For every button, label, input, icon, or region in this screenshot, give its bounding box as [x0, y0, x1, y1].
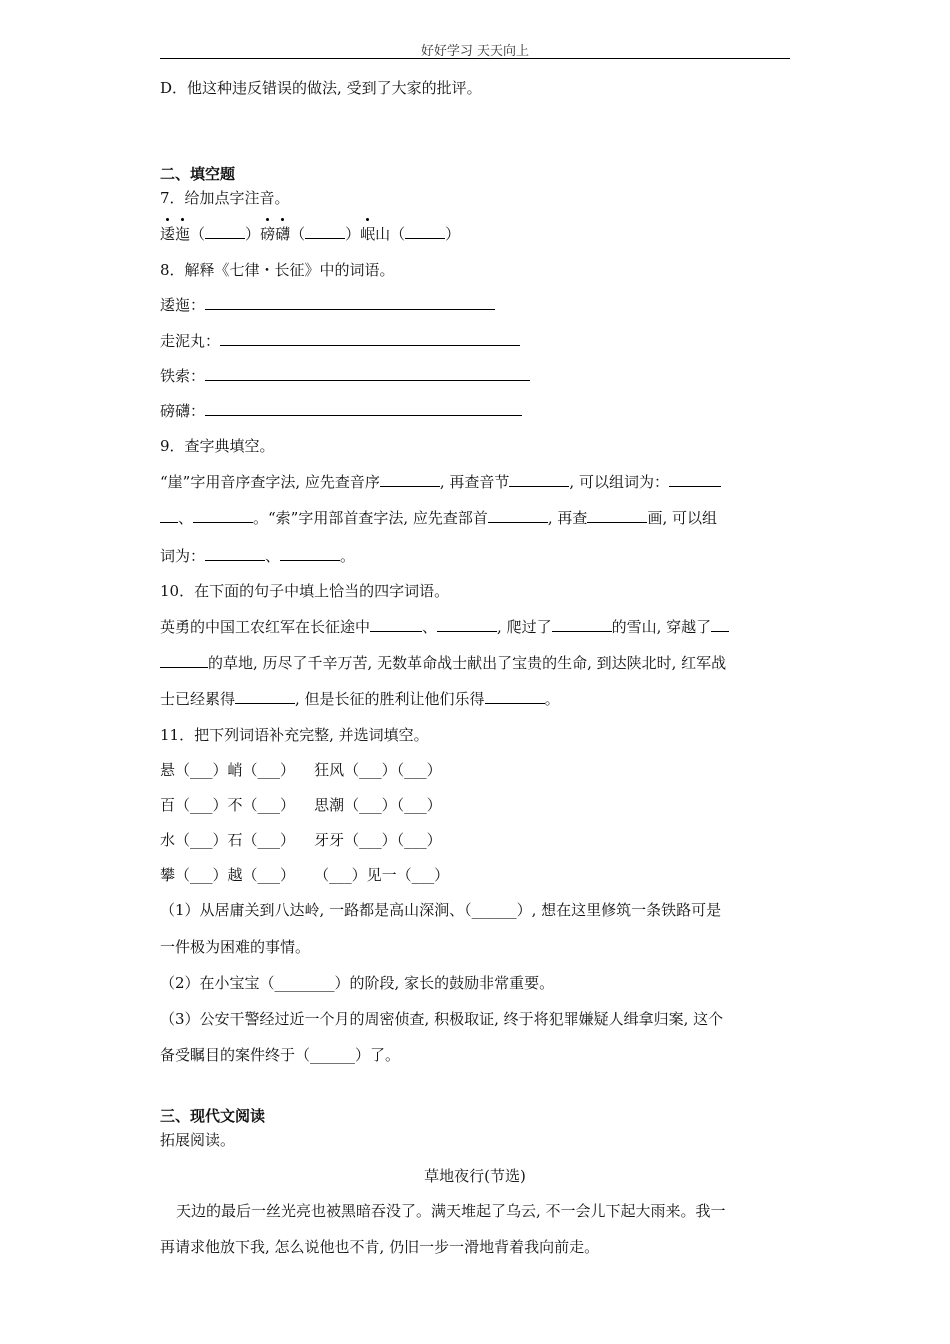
question-11-row-3: 水（___）石（___） 牙牙（___）（___）: [160, 831, 442, 849]
question-9-line-1: “崖”字用音序查字法, 应先查音序 , 再查音节 , 可以组词为：: [160, 472, 721, 492]
answer-blank[interactable]: [305, 224, 345, 239]
section-reading-title: 三、现代文阅读: [160, 1107, 266, 1125]
question-11-sentence-2: （2）在小宝宝（________）的阶段, 家长的鼓励非常重要。: [160, 974, 555, 992]
question-11-sentence-1b: 一件极为困难的事情。: [160, 938, 311, 956]
question-10-line-2: 的草地, 历尽了千辛万苦, 无数革命战士献出了宝贵的生命, 到达陕北时, 红军战: [160, 653, 726, 673]
dotted-char: 岷: [360, 225, 376, 243]
answer-blank[interactable]: [488, 508, 548, 523]
answer-blank[interactable]: [205, 546, 265, 561]
reading-intro: 拓展阅读。: [160, 1131, 236, 1149]
answer-blank[interactable]: [205, 224, 245, 239]
answer-blank[interactable]: [437, 617, 497, 632]
question-9-title: 9．查字典填空。: [160, 437, 275, 455]
question-11-row-2: 百（___）不（___） 思潮（___）（___）: [160, 796, 442, 814]
question-11-sentence-3a: （3）公安干警经过近一个月的周密侦查, 积极取证, 终于将犯罪嫌疑人缉拿归案, 这个: [160, 1010, 724, 1028]
dotted-char: 逶: [160, 225, 176, 243]
reading-paragraph-line-2: 再请求他放下我, 怎么说他也不肯, 仍旧一步一滑地背着我向前走。: [160, 1238, 600, 1256]
question-8-term-2: 走泥丸：: [160, 331, 520, 351]
answer-blank[interactable]: [280, 546, 340, 561]
question-7-items: 逶迤（ ）磅礴（ ）岷山（ ）: [160, 225, 461, 243]
answer-blank[interactable]: [552, 617, 612, 632]
question-8-title: 8．解释《七律・长征》中的词语。: [160, 261, 395, 279]
question-11-sentence-1a: （1）从居庸关到八达岭, 一路都是高山深涧、（______）, 想在这里修筑一条铁路可是: [160, 901, 722, 919]
question-9-line-2: 、 。“索”字用部首查字法, 应先查部首 , 再查 画, 可以组: [160, 508, 717, 528]
question-8-term-1: 逶迤：: [160, 295, 495, 315]
answer-line[interactable]: [205, 366, 530, 381]
question-11-row-1: 悬（___）峭（___） 狂风（___）（___）: [160, 761, 442, 779]
plain-char: 山: [375, 225, 391, 243]
header-rule: [160, 58, 790, 59]
answer-blank[interactable]: [160, 508, 178, 523]
answer-blank[interactable]: [509, 472, 569, 487]
page-header: 好好学习 天天向上: [420, 44, 530, 59]
reading-passage-title: 草地夜行(节选): [424, 1167, 526, 1185]
question-9-line-3: 词为： 、 。: [160, 547, 356, 565]
question-8-term-3: 铁索：: [160, 366, 530, 386]
question-10-line-1: 英勇的中国工农红军在长征途中 、 , 爬过了 的雪山, 穿越了: [160, 617, 729, 637]
question-11-title: 11．把下列词语补充完整, 并选词填空。: [160, 726, 429, 744]
answer-blank[interactable]: [193, 508, 253, 523]
answer-blank[interactable]: [235, 689, 295, 704]
question-7-title: 7．给加点字注音。: [160, 189, 290, 207]
question-8-term-4: 磅礴：: [160, 401, 522, 421]
answer-blank[interactable]: [380, 472, 440, 487]
answer-line[interactable]: [205, 401, 522, 416]
answer-blank[interactable]: [405, 224, 445, 239]
answer-blank[interactable]: [160, 653, 208, 668]
answer-blank[interactable]: [711, 617, 729, 632]
question-11-row-4: 攀（___）越（___） （___）见一（___）: [160, 866, 450, 884]
answer-blank[interactable]: [370, 617, 422, 632]
question-6-option-d: D．他这种违反错误的做法, 受到了大家的批评。: [160, 79, 482, 97]
answer-blank[interactable]: [669, 472, 721, 487]
question-10-line-3: 士已经累得 , 但是长征的胜利让他们乐得 。: [160, 690, 560, 708]
dotted-char: 礴: [275, 225, 291, 243]
question-10-title: 10．在下面的句子中填上恰当的四字词语。: [160, 582, 450, 600]
reading-paragraph-line-1: 天边的最后一丝光亮也被黑暗吞没了。满天堆起了乌云, 不一会儿下起大雨来。我一: [176, 1202, 726, 1220]
question-11-sentence-3b: 备受瞩目的案件终于（______）了。: [160, 1046, 401, 1064]
answer-line[interactable]: [220, 331, 520, 346]
section-fill-in-title: 二、填空题: [160, 165, 236, 183]
answer-line[interactable]: [205, 295, 495, 310]
dotted-char: 迤: [175, 225, 191, 243]
answer-blank[interactable]: [587, 508, 647, 523]
dotted-char: 磅: [260, 225, 276, 243]
answer-blank[interactable]: [485, 689, 545, 704]
